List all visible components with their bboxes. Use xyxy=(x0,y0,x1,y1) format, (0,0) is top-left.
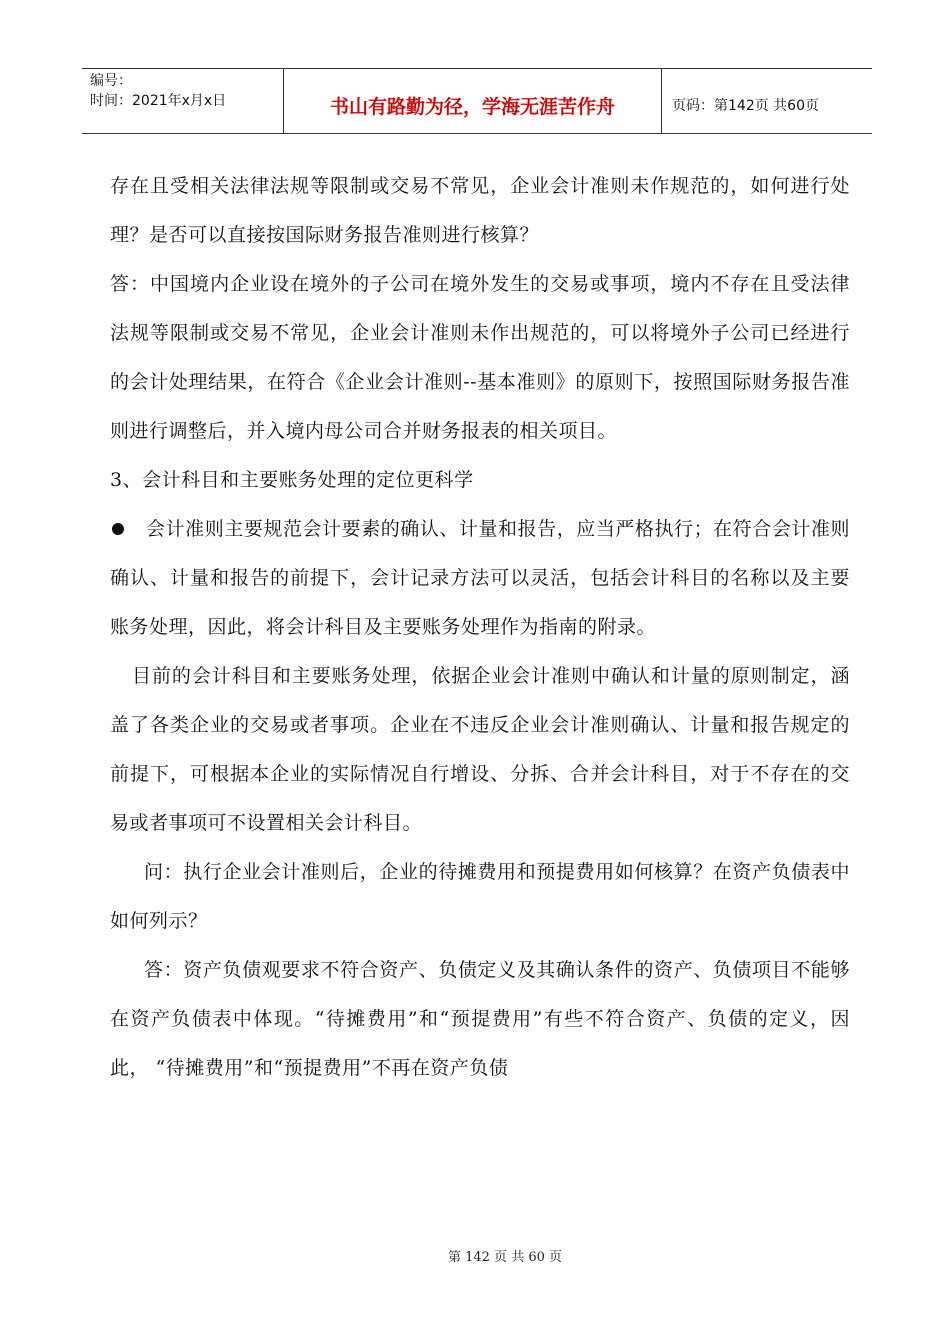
section-heading: 3、会计科目和主要账务处理的定位更科学 xyxy=(110,469,474,491)
header-meta xyxy=(82,69,284,133)
paragraph-question-continued: 存在且受相关法律法规等限制或交易不常见，企业会计准则未作规范的，如何进行处理？是否可以直接按国际财务报告准则进行核算？ xyxy=(110,175,850,246)
document-time-label: 时间：2021年x月x日 xyxy=(90,93,227,109)
page-header xyxy=(82,68,872,134)
paragraph-answer-prepaid: 答：资产负债观要求不符合资产、负债定义及其确认条件的资产、负债项目不能够在资产负债表中体现。“待摊费用”和“预提费用”有些不符合资产、负债的定义，因此， “待摊费用”和“预提费用”不再在资产负债 xyxy=(110,959,850,1079)
paragraph-answer-overseas: 答：中国境内企业设在境外的子公司在境外发生的交易或事项，境内不存在且受法律法规等限制或交易不常见，企业会计准则未作出规范的，可以将境外子公司已经进行的会计处理结果，在符合《企业会计准则--基本准则》的原则下，按照国际财务报告准则进行调整后，并入境内母公司合并财务报表的相关项目。 xyxy=(110,273,850,442)
bullet-text: 会计准则主要规范会计要素的确认、计量和报告，应当严格执行；在符合会计准则确认、计量和报告的前提下，会计记录方法可以灵活，包括会计科目的名称以及主要账务处理，因此，将会计科目及主要账务处理作为指南的附录。 xyxy=(110,518,850,638)
document-number-label: 编号： xyxy=(90,73,132,89)
bullet-paragraph xyxy=(110,505,850,652)
header-motto: 书山有路勤为径，学海无涯苦作舟 xyxy=(284,69,662,133)
page-footer: 第 142 页 共 60 页 xyxy=(447,1250,563,1265)
document-body xyxy=(110,162,850,1093)
bullet-icon xyxy=(112,523,124,535)
paragraph-question-prepaid: 问：执行企业会计准则后，企业的待摊费用和预提费用如何核算？在资产负债表中如何列示？ xyxy=(110,861,850,932)
header-page-number: 页码：第142页 共60页 xyxy=(672,98,819,114)
paragraph-accounting-subjects: 目前的会计科目和主要账务处理，依据企业会计准则中确认和计量的原则制定，涵盖了各类企业的交易或者事项。企业在不违反企业会计准则确认、计量和报告规定的前提下，可根据本企业的实际情况自行增设、分拆、合并会计科目，对于不存在的交易或者事项可不设置相关会计科目。 xyxy=(110,665,850,834)
